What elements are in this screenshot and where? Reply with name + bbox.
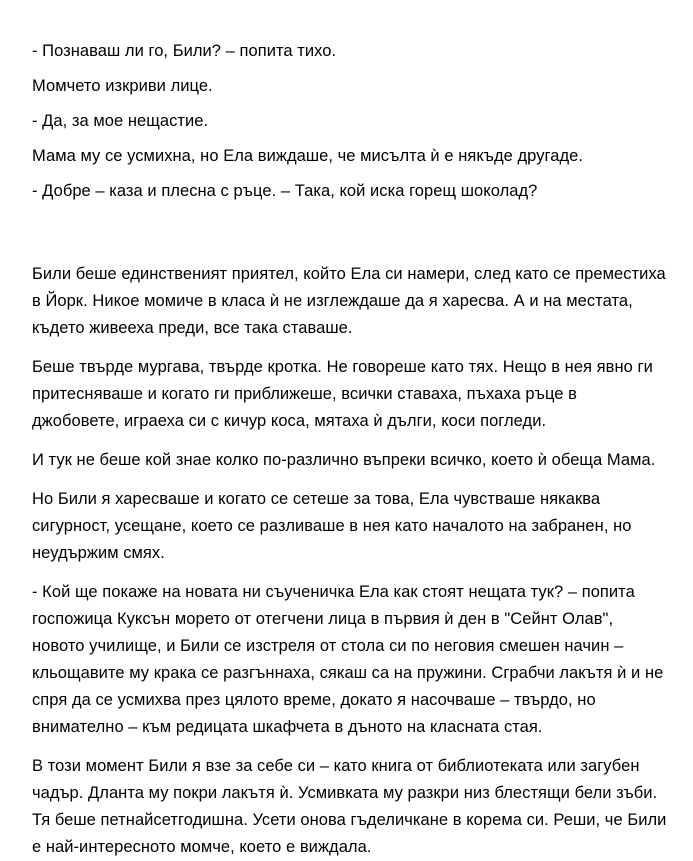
narrative-paragraph: Но Били я харесваше и когато се сетеше за това, Ела чувстваше някаква сигурност, усещане, което се разливаше в нея като началото на забранен, но неудържим смях. — [32, 490, 632, 562]
dialogue-section — [32, 38, 680, 205]
narrative-paragraph: И тук не беше кой знае колко по-различно въпреки всичко, което ѝ обеща Мама. — [32, 451, 656, 469]
dialogue-line: Мама му се усмихна, но Ела виждаше, че мисълта ѝ е някъде другаде. — [32, 147, 583, 165]
dialogue-line: - Да, за мое нещастие. — [32, 112, 209, 130]
narrative-paragraph: Били беше единственият приятел, който Ела си намери, след като се преместиха в Йорк. Никое момиче в класа ѝ не изглеждаше да я харесва. А и на местата, където живееха преди, все така ставаше. — [32, 265, 666, 337]
narrative-section — [32, 261, 680, 861]
dialogue-line: - Добре – каза и плесна с ръце. – Така, кой иска горещ шоколад? — [32, 182, 538, 200]
dialogue-line: - Познаваш ли го, Били? – попита тихо. — [32, 42, 337, 60]
narrative-paragraph: - Кой ще покаже на новата ни съученичка Ела как стоят нещата тук? – попита госпожица Куксън морето от отегчени лица в първия ѝ ден в "Сейнт Олав", новото училище, и Били се изстреля от стола си по неговия смешен начин – кльощавите му крака се разгъннаха, сякаш са на пружини. Сграбчи лакътя ѝ и не спря да се усмихва през цялото време, докато я насочваше – твърдо, но внимателно – към редицата шкафчета в дъното на класната стая. — [32, 583, 664, 736]
narrative-paragraph: В този момент Били я взе за себе си – като книга от библиотеката или загубен чадър. Дланта му покри лакътя ѝ. Усмивката му разкри низ блестящи бели зъби. Тя беше петнайсетгодишна. Усети онова гъделичкане в корема си. Реши, че Били е най-интересното момче, което е виждала. — [32, 757, 667, 856]
dialogue-line: Момчето изкриви лице. — [32, 77, 213, 95]
document-page — [32, 38, 680, 861]
narrative-paragraph: Беше твърде мургава, твърде кротка. Не говореше като тях. Нещо в нея явно ги притесняваше и когато ги приближеше, всички ставаха, пъхаха ръце в джобовете, играеха си с кичур коса, мятаха ѝ дълги, коси погледи. — [32, 358, 653, 430]
